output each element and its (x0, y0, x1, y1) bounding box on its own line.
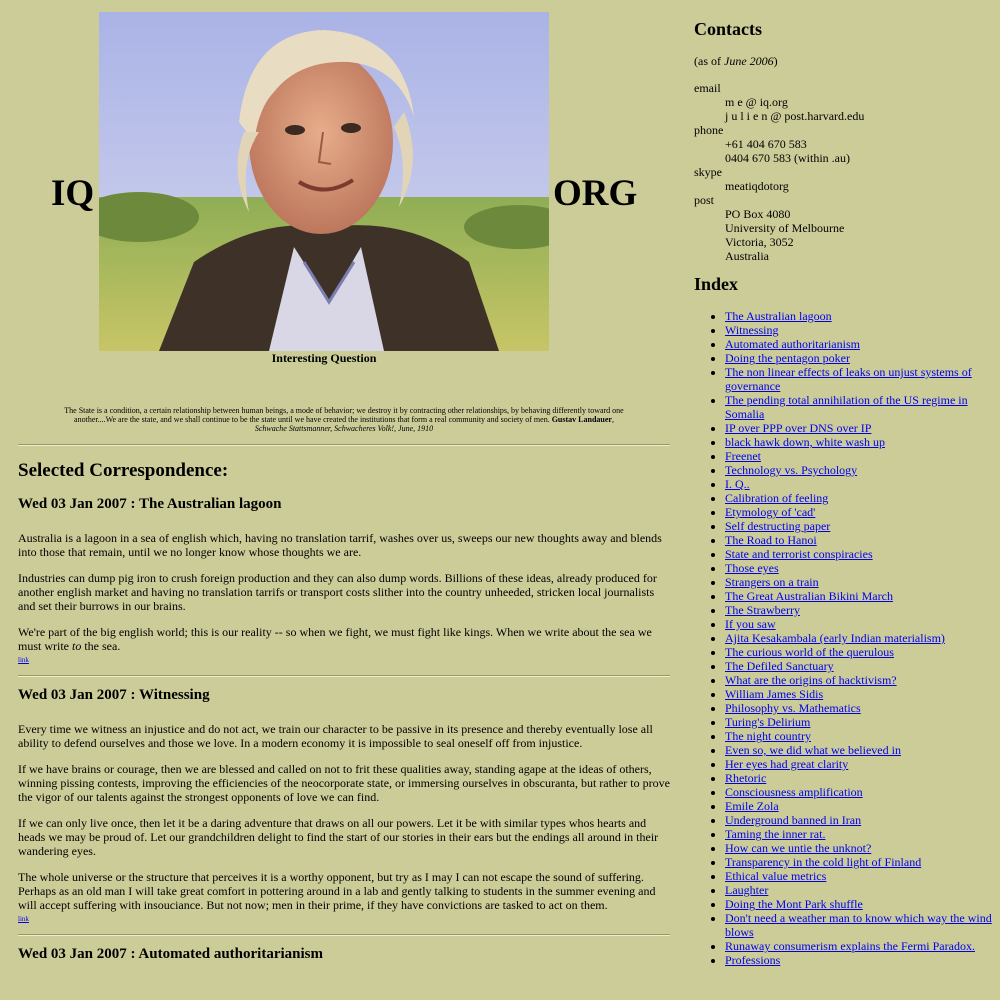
post-emphasis: to (72, 638, 82, 653)
index-link[interactable]: Emile Zola (725, 799, 779, 813)
post-title: Wed 03 Jan 2007 : The Australian lagoon (18, 495, 282, 512)
contacts-title: Contacts (694, 19, 762, 39)
index-link[interactable]: Rhetoric (725, 771, 767, 785)
index-link[interactable]: The Great Australian Bikini March (725, 589, 893, 603)
index-item (725, 813, 994, 827)
index-link[interactable]: Don't need a weather man to know which way the wind blows (725, 911, 992, 939)
index-item (725, 351, 994, 365)
index-item (725, 505, 994, 519)
index-item (725, 491, 994, 505)
index-link[interactable]: IP over PPP over DNS over IP (725, 421, 872, 435)
divider (18, 934, 670, 936)
post-title: Wed 03 Jan 2007 : Witnessing (18, 686, 210, 703)
index-list (694, 309, 994, 967)
index-link[interactable]: Freenet (725, 449, 761, 463)
postal-address-line: PO Box 4080 (725, 207, 791, 221)
index-item (725, 659, 994, 673)
index-item (725, 421, 994, 435)
as-of-suffix: ) (773, 54, 778, 68)
index-item (725, 701, 994, 715)
quote-source: Schwache Stattsmanner, Schwacheres Volk!, June, 1910 (254, 424, 434, 434)
divider (18, 444, 670, 446)
index-link[interactable]: Ethical value metrics (725, 869, 827, 883)
skype-value: meatiqdotorg (725, 179, 789, 193)
index-item (725, 575, 994, 589)
quote-text: The State is a condition, a certain relationship between human beings, a mode of behavior; we destroy it by contracting other relationships, by behaving differently toward one another....We are the state, and we shall continue to be the state until we have created the institutions that form a real community and society of men. (64, 406, 624, 425)
index-link[interactable]: Runaway consumerism explains the Fermi Paradox. (725, 939, 975, 953)
logo-right-org: ORG (553, 173, 638, 214)
index-link[interactable]: The night country (725, 729, 811, 743)
index-item (725, 869, 994, 883)
index-item (725, 757, 994, 771)
email-value: j u l i e n @ post.harvard.edu (725, 109, 865, 123)
index-link[interactable]: If you saw (725, 617, 776, 631)
index-link[interactable]: Self destructing paper (725, 519, 831, 533)
index-title: Index (694, 274, 739, 294)
index-item (725, 785, 994, 799)
index-link[interactable]: Philosophy vs. Mathematics (725, 701, 861, 715)
photo-caption: Interesting Question (271, 351, 377, 365)
index-item (725, 897, 994, 911)
index-item (725, 435, 994, 449)
index-item (725, 309, 994, 323)
postal-address-line: Australia (725, 249, 769, 263)
index-link[interactable]: Even so, we did what we believed in (725, 743, 901, 757)
index-item (725, 589, 994, 603)
site-header (18, 10, 670, 382)
index-link[interactable]: The Defiled Sanctuary (725, 659, 834, 673)
post-permalink[interactable]: link (18, 914, 29, 923)
index-item (725, 883, 994, 897)
index-item (725, 743, 994, 757)
index-link[interactable]: Professions (725, 953, 781, 967)
section-title: Selected Correspondence: (18, 459, 229, 481)
index-link[interactable]: Laughter (725, 883, 769, 897)
index-link[interactable]: The Strawberry (725, 603, 800, 617)
post-paragraph: If we can only live once, then let it be a daring adventure that draws on all our powers. Let it be with similar types whos hearts and heads we may be proud of. Let our grandchildren delight to find the start of our stories in their ears but the endings all around in their wandering eyes. (18, 815, 659, 858)
main-column (18, 10, 670, 981)
index-link[interactable]: William James Sidis (725, 687, 824, 701)
post-paragraph: Australia is a lagoon in a sea of english which, having no translation tarrif, washes over us, sweeps our new thoughts away and blends into those that remain, until we no longer know whose thoughts we are. (18, 530, 662, 559)
index-item (725, 715, 994, 729)
index-link[interactable]: Etymology of 'cad' (725, 505, 816, 519)
index-item (725, 561, 994, 575)
index-item (725, 337, 994, 351)
post-title: Wed 03 Jan 2007 : Automated authoritarianism (18, 945, 324, 962)
index-link[interactable]: Doing the Mont Park shuffle (725, 897, 863, 911)
index-item (725, 687, 994, 701)
index-link[interactable]: Taming the inner rat. (725, 827, 826, 841)
index-link[interactable]: Consciousness amplification (725, 785, 863, 799)
index-item (725, 519, 994, 533)
post-australian-lagoon (18, 496, 670, 665)
portrait-photo (99, 12, 549, 351)
index-item (725, 477, 994, 491)
index-item (725, 953, 994, 967)
as-of-date: June 2006 (724, 54, 774, 68)
index-item (725, 841, 994, 855)
post-automated-authoritarianism (18, 946, 670, 963)
as-of-prefix: (as of (694, 54, 724, 68)
index-item (725, 365, 994, 393)
index-link[interactable]: Automated authoritarianism (725, 337, 860, 351)
post-label: post (694, 193, 715, 207)
postal-address-line: Victoria, 3052 (725, 235, 794, 249)
post-paragraph: The whole universe or the structure that perceives it is a worthy opponent, but try as I may I can not escape the sound of suffering. Perhaps as an old man I will take great comfort in pottering around in a lab and gently talking to students in the summer evening and will accept suffering with insouciance. But not now; men in their prime, if they have convictions are tasked to act on them. (18, 869, 656, 912)
index-item (725, 631, 994, 645)
index-item (725, 449, 994, 463)
index-link[interactable]: The non linear effects of leaks on unjust systems of governance (725, 365, 972, 393)
index-item (725, 673, 994, 687)
index-item (725, 393, 994, 421)
index-link[interactable]: Calibration of feeling (725, 491, 829, 505)
index-item (725, 617, 994, 631)
index-link[interactable]: The Australian lagoon (725, 309, 832, 323)
contacts-as-of (694, 54, 994, 68)
skype-label: skype (694, 165, 722, 179)
index-link[interactable]: The pending total annihilation of the US regime in Somalia (725, 393, 968, 421)
logo-left-iq: IQ (51, 173, 95, 214)
quote-block: The State is a condition, a certain relationship between human beings, a mode of behavior; we destroy it by contracting other relationships, by behaving differently toward one another....We are the state, and we shall continue to be the state until we have created the institutions that form a real community and society of men. Gustav Landauer, Schwache Stattsmanner, Schwacheres Volk!, June, 1910 (64, 406, 624, 434)
index-link[interactable]: The curious world of the querulous (725, 645, 894, 659)
index-item (725, 645, 994, 659)
phone-value: 0404 670 583 (within .au) (725, 151, 850, 165)
index-link[interactable]: Witnessing (725, 323, 779, 337)
index-link[interactable]: black hawk down, white wash up (725, 435, 885, 449)
index-item (725, 463, 994, 477)
index-link[interactable]: Her eyes had great clarity (725, 757, 849, 771)
post-paragraph: If we have brains or courage, then we are blessed and called on not to frit these qualities away, standing agape at the ideas of others, winning pissing contests, improving the efficiencies of the neocorporate state, or immersing ourselves in obscuranta, but rather to prove the vigor of our talents against the strongest opponents of love we can find. (18, 761, 670, 804)
index-item (725, 799, 994, 813)
index-item (725, 911, 994, 939)
sidebar (694, 19, 994, 967)
index-link[interactable]: State and terrorist conspiracies (725, 547, 873, 561)
divider (18, 675, 670, 677)
index-link[interactable]: Strangers on a train (725, 575, 819, 589)
index-link[interactable]: Transparency in the cold light of Finland (725, 855, 922, 869)
index-link[interactable]: Those eyes (725, 561, 779, 575)
phone-value: +61 404 670 583 (725, 137, 807, 151)
index-link[interactable]: How can we untie the unknot? (725, 841, 872, 855)
post-paragraph (18, 625, 670, 653)
email-label: email (694, 81, 721, 95)
index-link[interactable]: Turing's Delirium (725, 715, 811, 729)
index-item (725, 855, 994, 869)
email-value: m e @ iq.org (725, 95, 788, 109)
index-link[interactable]: Doing the pentagon poker (725, 351, 850, 365)
index-link[interactable]: Underground banned in Iran (725, 813, 862, 827)
index-item (725, 603, 994, 617)
index-link[interactable]: What are the origins of hacktivism? (725, 673, 897, 687)
index-item (725, 771, 994, 785)
index-item (725, 533, 994, 547)
index-item (725, 323, 994, 337)
post-witnessing (18, 687, 670, 924)
post-permalink[interactable]: link (18, 655, 29, 664)
phone-label: phone (694, 123, 724, 137)
post-text: the sea. (81, 638, 121, 653)
index-link[interactable]: Technology vs. Psychology (725, 463, 858, 477)
index-link[interactable]: I. Q.. (725, 477, 750, 491)
index-item (725, 827, 994, 841)
quote-author: Gustav Landauer (551, 415, 612, 425)
post-paragraph: Every time we witness an injustice and do not act, we train our character to be passive in its presence and thereby eventually lose all ability to defend ourselves and those we love. In a modern economy it is impossible to seal oneself off from injustice. (18, 721, 653, 750)
index-item (725, 729, 994, 743)
post-paragraph: Industries can dump pig iron to crush foreign production and they can also dump words. Billions of these ideas, already produced for another english market and having no translation tarrifs or transport costs slither into the country unheeded, stricken local journalists and set their burrows in our brains. (18, 570, 657, 613)
index-link[interactable]: Ajita Kesakambala (early Indian materialism) (725, 631, 945, 645)
index-item (725, 547, 994, 561)
index-link[interactable]: The Road to Hanoi (725, 533, 817, 547)
postal-address-line: University of Melbourne (725, 221, 845, 235)
post-text: We're part of the big english world; this is our reality -- so when we fight, we must fight like kings. When we write about the sea we must write (18, 624, 652, 653)
index-item (725, 939, 994, 953)
